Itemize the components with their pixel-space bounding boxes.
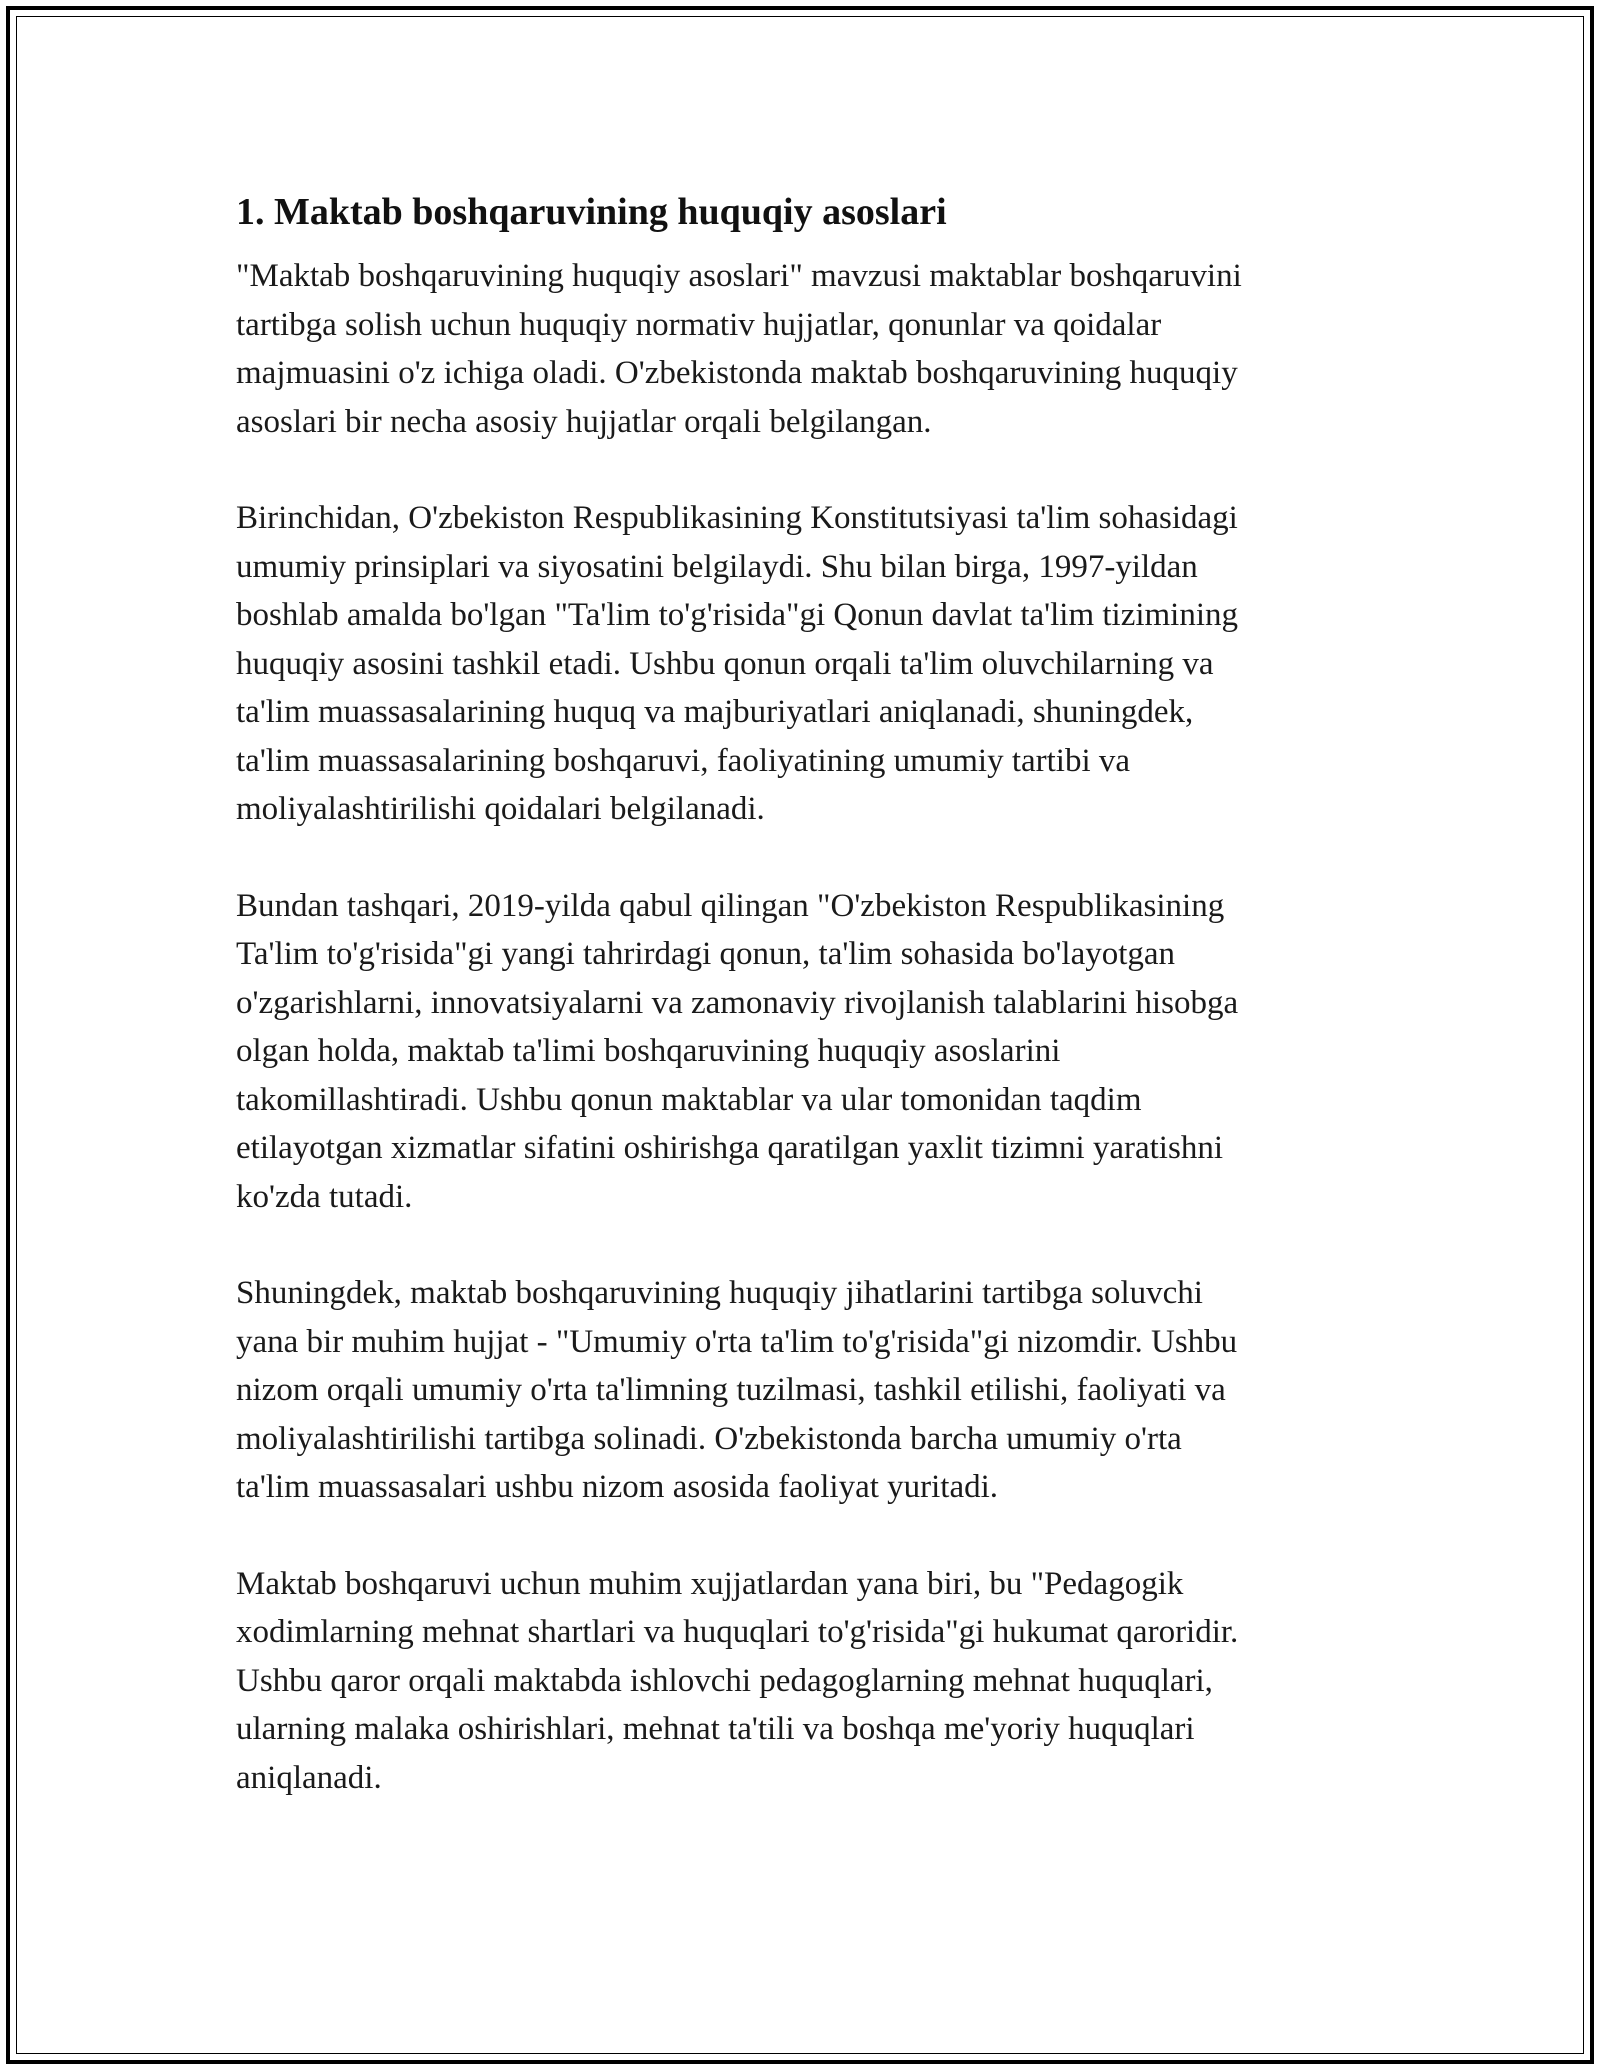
document-body <box>236 186 1366 1850</box>
paragraph-line: ko'zda tutadi. <box>236 1178 413 1215</box>
paragraph-3 <box>236 882 1366 1222</box>
paragraph-line: aniqlanadi. <box>236 1759 382 1796</box>
paragraph-line: nizom orqali umumiy o'rta ta'limning tuzilmasi, tashkil etilishi, faoliyati va <box>236 1372 1226 1408</box>
paragraph-line: boshlab amalda bo'lgan "Ta'lim to'g'risida"gi Qonun davlat ta'lim tizimining <box>236 597 1239 633</box>
paragraph-line: "Maktab boshqaruvining huquqiy asoslari" mavzusi maktablar boshqaruvini <box>236 258 1242 294</box>
paragraph-line: xodimlarning mehnat shartlari va huquqlari to'g'risida"gi hukumat qaroridir. <box>236 1614 1239 1650</box>
paragraph-line: huquqiy asosini tashkil etadi. Ushbu qonun orqali ta'lim oluvchilarning va <box>236 645 1214 682</box>
paragraph-line: etilayotgan xizmatlar sifatini oshirishga qaratilgan yaxlit tizimni yaratishni <box>236 1130 1223 1166</box>
paragraph-line: olgan holda, maktab ta'limi boshqaruvining huquqiy asoslarini <box>236 1033 1061 1069</box>
paragraph-line: moliyalashtirilishi qoidalari belgilanadi. <box>236 791 765 827</box>
paragraph-line: ta'lim muassasalarining huquq va majburiyatlari aniqlanadi, shuningdek, <box>236 694 1194 730</box>
paragraph-5 <box>236 1560 1366 1803</box>
paragraph-line: ta'lim muassasalarining boshqaruvi, faoliyatining umumiy tartibi va <box>236 742 1131 779</box>
section-heading: 1. Maktab boshqaruvining huquqiy asoslari <box>236 191 947 233</box>
paragraph-line: o'zgarishlarni, innovatsiyalarni va zamonaviy rivojlanish talablarini hisobga <box>236 984 1239 1021</box>
paragraph-line: ularning malaka oshirishlari, mehnat ta'tili va boshqa me'yoriy huquqlari <box>236 1711 1195 1747</box>
paragraph-line: takomillashtiradi. Ushbu qonun maktablar va ular tomonidan taqdim <box>236 1081 1142 1118</box>
paragraph-line: Ushbu qaror orqali maktabda ishlovchi pedagoglarning mehnat huquqlari, <box>236 1662 1213 1699</box>
paragraph-line: Ta'lim to'g'risida"gi yangi tahrirdagi qonun, ta'lim sohasida bo'layotgan <box>236 936 1176 972</box>
paragraph-line: Birinchidan, O'zbekiston Respublikasining Konstitutsiyasi ta'lim sohasidagi <box>236 500 1238 536</box>
paragraph-line: majmuasini o'z ichiga oladi. O'zbekistonda maktab boshqaruvining huquqiy <box>236 355 1238 391</box>
paragraph-line: moliyalashtirilishi tartibga solinadi. O'zbekistonda barcha umumiy o'rta <box>236 1420 1182 1457</box>
paragraph-line: Shuningdek, maktab boshqaruvining huquqiy jihatlarini tartibga soluvchi <box>236 1275 1203 1311</box>
paragraph-line: Bundan tashqari, 2019-yilda qabul qilingan "O'zbekiston Respublikasining <box>236 887 1225 924</box>
paragraph-line: yana bir muhim hujjat - "Umumiy o'rta ta'lim to'g'risida"gi nizomdir. Ushbu <box>236 1323 1238 1360</box>
paragraph-list <box>236 252 1366 1802</box>
paragraph-line: Maktab boshqaruvi uchun muhim xujjatlardan yana biri, bu "Pedagogik <box>236 1565 1184 1602</box>
paragraph-4 <box>236 1269 1366 1512</box>
paragraph-1 <box>236 252 1366 446</box>
paragraph-line: asoslari bir necha asosiy hujjatlar orqali belgilangan. <box>236 403 932 440</box>
paragraph-line: umumiy prinsiplari va siyosatini belgilaydi. Shu bilan birga, 1997-yildan <box>236 548 1198 585</box>
paragraph-line: tartibga solish uchun huquqiy normativ hujjatlar, qonunlar va qoidalar <box>236 306 1162 343</box>
paragraph-line: ta'lim muassasalari ushbu nizom asosida faoliyat yuritadi. <box>236 1469 999 1505</box>
paragraph-2 <box>236 494 1366 834</box>
